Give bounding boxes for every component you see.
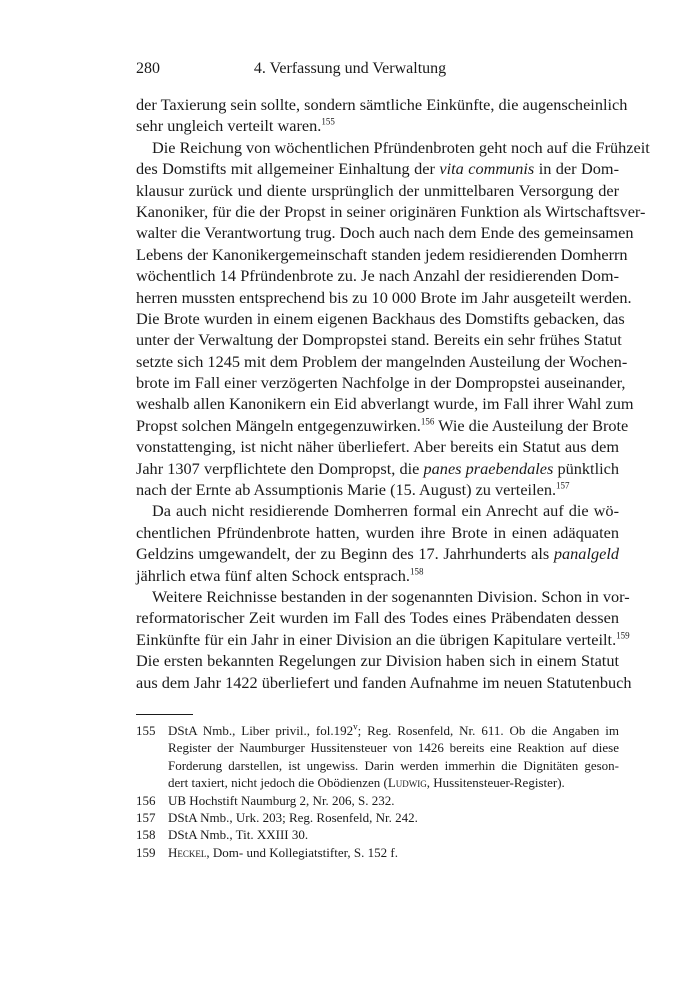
footnote-marker: 155 bbox=[321, 116, 335, 127]
footnote-line bbox=[168, 792, 619, 809]
text-run: unter der Verwaltung der Dompropstei stand. Bereits ein sehr frühes Statut bbox=[136, 330, 622, 350]
footnote-marker: v bbox=[353, 721, 358, 732]
footnote bbox=[136, 792, 619, 809]
text-run: Lebens der Kanonikergemeinschaft standen jedem residierenden Domherrn bbox=[136, 244, 628, 264]
text-run: sehr ungleich verteilt waren. bbox=[136, 116, 322, 136]
text-run: , Hussitensteuer-Register). bbox=[426, 775, 565, 791]
text-run: Weitere Reichnisse bestanden in der sogenannten Division. Schon in vor- bbox=[152, 586, 630, 606]
footnote-number: 155 bbox=[136, 723, 156, 738]
text-run: Register der Naumburger Hussitensteuer von 1426 bereits eine Reaktion auf diese bbox=[168, 740, 619, 756]
text-run: chentlichen Pfründenbrote hatten, wurden ihre Brote in einen adäquaten bbox=[136, 522, 619, 542]
body-text bbox=[136, 94, 650, 693]
text-run: Wie die Austeilung der Brote bbox=[434, 415, 629, 435]
text-run: brote im Fall einer verzögerten Nachfolge in der Dompropstei auseinander, bbox=[136, 373, 626, 393]
footnote-marker: 156 bbox=[420, 416, 435, 427]
body-line bbox=[136, 522, 619, 543]
text-run: vonstattenging, ist nicht näher überliefert. Aber bereits ein Statut aus dem bbox=[136, 437, 619, 457]
body-line bbox=[136, 372, 626, 393]
footnote-number: 156 bbox=[136, 792, 156, 808]
body-line bbox=[136, 586, 630, 607]
body-line bbox=[136, 543, 619, 564]
footnote-line bbox=[168, 809, 619, 826]
text-run: pünktlich bbox=[553, 458, 619, 478]
italic-run: panes praebendales bbox=[423, 458, 554, 478]
footnote-number: 158 bbox=[136, 827, 156, 843]
text-run: des Domstifts mit allgemeiner Einhaltung der bbox=[136, 159, 440, 179]
text-run: DStA Nmb., Liber privil., fol.192 bbox=[168, 723, 354, 738]
text-run: herren mussten entsprechend bis zu 10 000 Brote im Jahr ausgeteilt werden. bbox=[136, 287, 632, 307]
body-line bbox=[136, 265, 619, 286]
text-run: Kanoniker, für die der Propst in seiner originären Funktion als Wirtschaftsver- bbox=[136, 201, 646, 221]
body-line bbox=[136, 201, 646, 222]
text-run: DStA Nmb., Urk. 203; Reg. Rosenfeld, Nr. 242. bbox=[168, 809, 418, 825]
footnote-text bbox=[168, 844, 619, 861]
footnote-text bbox=[168, 792, 619, 809]
text-run: Einkünfte für ein Jahr in einer Division an die übrigen Kapitulare verteilt. bbox=[136, 629, 617, 649]
footnote bbox=[136, 844, 619, 861]
text-run: ; Reg. Rosenfeld, Nr. 611. Ob die Angaben im bbox=[357, 723, 619, 738]
text-run: aus dem Jahr 1422 überliefert und fanden Aufnahme im neuen Statutenbuch bbox=[136, 672, 632, 692]
body-line bbox=[136, 458, 619, 479]
text-run: UB Hochstift Naumburg 2, Nr. 206, S. 232. bbox=[168, 792, 395, 808]
text-run: wöchentlich 14 Pfründenbrote zu. Je nach Anzahl der residierenden Dom- bbox=[136, 266, 619, 286]
italic-run: panalgeld bbox=[553, 544, 619, 564]
text-run: reformatorischer Zeit wurden im Fall des Todes eines Präbendaten dessen bbox=[136, 608, 619, 628]
body-line bbox=[136, 244, 628, 265]
small-caps-run: Ludwig bbox=[387, 775, 427, 791]
body-line bbox=[136, 308, 625, 329]
footnote-line bbox=[168, 844, 619, 861]
italic-run: vita communis bbox=[439, 159, 535, 179]
footnote-rule bbox=[136, 714, 193, 715]
text-run: Propst solchen Mängeln entgegenzuwirken. bbox=[136, 415, 421, 435]
footnote-marker: 157 bbox=[556, 480, 570, 491]
text-run: nach der Ernte ab Assumptionis Marie (15. August) zu verteilen. bbox=[136, 480, 557, 500]
footnote-line bbox=[168, 774, 619, 791]
text-run: in der Dom- bbox=[534, 159, 620, 179]
text-run: DStA Nmb., Tit. XXIII 30. bbox=[168, 827, 309, 843]
text-run: Die ersten bekannten Regelungen zur Division haben sich in einem Statut bbox=[136, 651, 619, 671]
body-line bbox=[136, 222, 634, 243]
body-line bbox=[136, 115, 619, 136]
body-line bbox=[136, 650, 619, 671]
body-line bbox=[136, 137, 650, 158]
body-line bbox=[136, 94, 628, 115]
text-run: , Dom- und Kollegiatstifter, S. 152 f. bbox=[206, 844, 398, 860]
body-line bbox=[136, 479, 619, 500]
footnotes bbox=[136, 722, 619, 861]
text-run: der Taxierung sein sollte, sondern sämtliche Einkünfte, die augenscheinlich bbox=[136, 95, 628, 114]
footnote-line bbox=[168, 722, 619, 739]
body-line bbox=[136, 607, 619, 628]
body-line bbox=[136, 672, 632, 693]
body-line bbox=[136, 500, 619, 521]
text-run: Da auch nicht residierende Domherren formal ein Anrecht auf die wö- bbox=[152, 501, 619, 521]
body-line bbox=[136, 629, 630, 650]
footnote bbox=[136, 809, 619, 826]
footnote-number: 157 bbox=[136, 809, 156, 825]
text-run: weshalb allen Kanonikern ein Eid abverlangt wurde, im Fall ihrer Wahl zum bbox=[136, 394, 634, 414]
footnote bbox=[136, 826, 619, 843]
text-run: jährlich etwa fünf alten Schock entsprach. bbox=[136, 565, 410, 585]
footnote-line bbox=[168, 739, 619, 756]
footnote-marker: 158 bbox=[409, 566, 424, 577]
text-run: klausur zurück und diente ursprünglich der unmittelbaren Versorgung der bbox=[136, 180, 619, 200]
body-line bbox=[136, 565, 619, 586]
text-run: Forderung darstellen, ist ungewiss. Darin werden immerhin die Dignitäten geson- bbox=[168, 757, 619, 773]
body-line bbox=[136, 351, 628, 372]
text-run: Geldzins umgewandelt, der zu Beginn des 17. Jahrhunderts als bbox=[136, 544, 554, 564]
text-run: dert taxiert, nicht jedoch die Obödienzen ( bbox=[168, 775, 388, 791]
page-number: 280 bbox=[136, 60, 160, 77]
footnote bbox=[136, 722, 619, 792]
text-run: Die Brote wurden in einem eigenen Backhaus des Domstifts gebacken, das bbox=[136, 308, 625, 328]
text-run: walter die Verantwortung trug. Doch auch nach dem Ende des gemeinsamen bbox=[136, 223, 634, 243]
text-run: Jahr 1307 verpflichtete den Dompropst, die bbox=[136, 458, 424, 478]
body-line bbox=[136, 393, 634, 414]
running-head: 4. Verfassung und Verwaltung bbox=[253, 60, 447, 77]
footnote-number: 159 bbox=[136, 844, 156, 860]
body-line bbox=[136, 436, 619, 457]
footnote-line bbox=[168, 826, 619, 843]
text-run: Die Reichung von wöchentlichen Pfründenbroten geht noch auf die Frühzeit bbox=[152, 137, 650, 157]
body-line bbox=[136, 287, 632, 308]
footnote-marker: 159 bbox=[616, 630, 630, 641]
footnote-line bbox=[168, 757, 619, 774]
body-line bbox=[136, 415, 629, 436]
text-run: setzte sich 1245 mit dem Problem der mangelnden Austeilung der Wochen- bbox=[136, 351, 628, 371]
footnote-text bbox=[168, 722, 619, 792]
small-caps-run: Heckel bbox=[168, 844, 207, 860]
footnote-text bbox=[168, 809, 619, 826]
body-line bbox=[136, 329, 622, 350]
footnote-text bbox=[168, 826, 619, 843]
body-line bbox=[136, 180, 619, 201]
body-line bbox=[136, 158, 619, 179]
